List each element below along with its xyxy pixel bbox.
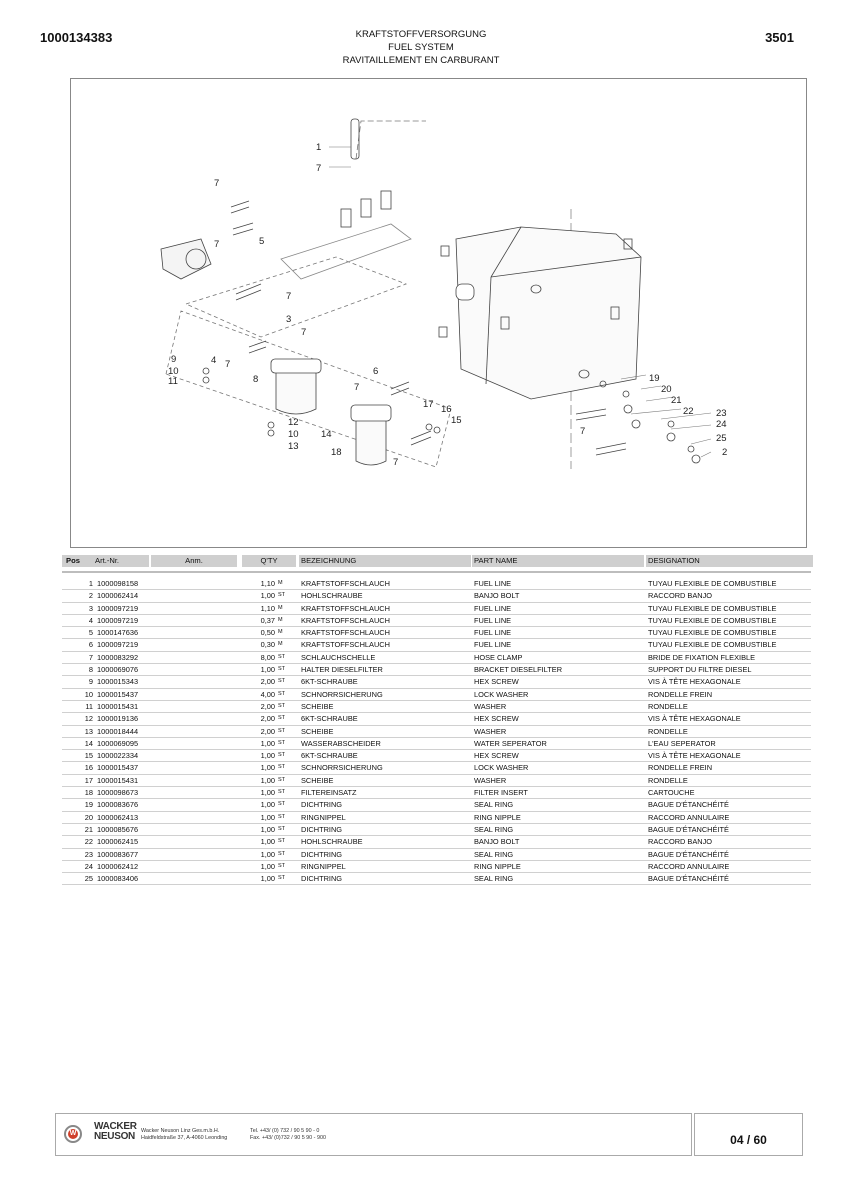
cell-unit: ST [278,789,286,796]
cell-designation: RONDELLE [648,726,688,736]
cell-unit: ST [278,715,286,722]
cell-bezeichnung: WASSERABSCHEIDER [301,738,381,748]
cell-bezeichnung: SCHEIBE [301,701,334,711]
cell-bezeichnung: SCHNORRSICHERUNG [301,763,383,773]
callout-6: 6 [373,366,379,377]
callout-labels [168,142,727,468]
cell-bezeichnung: SCHEIBE [301,726,334,736]
cell-part-name: LOCK WASHER [474,763,529,773]
cell-unit: M [278,616,283,623]
company-address [141,1128,227,1142]
cell-unit: ST [278,592,286,599]
cell-art-nr: 1000062412 [97,861,139,871]
cell-part-name: WASHER [474,775,507,785]
cell-part-name: WASHER [474,726,507,736]
cell-qty: 1,00 [260,824,275,834]
cell-qty: 1,00 [260,665,275,675]
cell-pos: 25 [84,874,93,884]
cell-qty: 1,00 [260,738,275,748]
cell-qty: 1,00 [260,812,275,822]
cell-qty: 1,00 [260,800,275,810]
callout-19: 19 [649,373,660,384]
cell-part-name: FILTER INSERT [474,788,528,798]
cell-part-name: RING NIPPLE [474,812,521,822]
cell-part-name: FUEL LINE [474,615,512,625]
cell-art-nr: 1000015343 [97,677,139,687]
callout-9: 9 [171,354,177,365]
table-row [62,824,811,836]
cell-bezeichnung: DICHTRING [301,874,343,884]
callout-5: 5 [259,236,265,247]
cell-art-nr: 1000015431 [97,701,139,711]
cell-art-nr: 1000085676 [97,824,139,834]
cell-part-name: LOCK WASHER [474,689,529,699]
cell-bezeichnung: KRAFTSTOFFSCHLAUCH [301,579,390,588]
cell-designation: BAGUE D'ÉTANCHÉITÉ [648,874,729,884]
cell-part-name: FUEL LINE [474,628,512,638]
cell-part-name: WASHER [474,701,507,711]
callout-12: 12 [288,417,299,428]
cell-art-nr: 1000022334 [97,751,139,761]
cell-unit: ST [278,653,286,660]
cell-pos: 14 [84,738,93,748]
company-contact [250,1128,326,1142]
cell-unit: ST [278,813,286,820]
logo-glyph: W [69,1130,77,1137]
table-row [62,775,811,787]
table-row [62,578,811,590]
table-row [62,639,811,651]
cell-art-nr: 1000097219 [97,640,139,650]
cell-designation: L'EAU SEPERATOR [648,738,716,748]
cell-bezeichnung: KRAFTSTOFFSCHLAUCH [301,628,390,638]
cell-designation: RACCORD BANJO [648,591,713,601]
callout-7a: 7 [316,163,322,174]
cell-qty: 0,50 [260,628,275,638]
cell-pos: 1 [88,579,93,588]
cell-qty: 1,00 [260,874,275,884]
cell-part-name: FUEL LINE [474,640,512,650]
page-title [250,28,592,67]
cell-designation: VIS À TÊTE HEXAGONALE [648,714,741,724]
callout-16: 16 [441,404,452,415]
cell-designation: TUYAU FLEXIBLE DE COMBUSTIBLE [648,579,777,588]
cell-bezeichnung: DICHTRING [301,800,343,810]
cell-unit: ST [278,875,286,882]
cell-unit: ST [278,838,286,845]
cell-unit: M [278,641,283,648]
exploded-parts-diagram [70,78,807,548]
header-part-name: PART NAME [472,555,644,567]
cell-qty: 0,30 [260,640,275,650]
cell-part-name: FUEL LINE [474,579,512,588]
cell-bezeichnung: KRAFTSTOFFSCHLAUCH [301,603,390,613]
title-en: FUEL SYSTEM [388,42,454,53]
table-row [62,836,811,848]
cell-bezeichnung: HALTER DIESELFILTER [301,665,383,675]
cell-pos: 11 [85,701,93,711]
table-row [62,812,811,824]
header-qty: Q'TY [242,555,296,567]
footer-company-box [55,1113,692,1156]
callout-14: 14 [321,429,332,440]
cell-unit: M [278,604,283,611]
cell-designation: TUYAU FLEXIBLE DE COMBUSTIBLE [648,603,777,613]
cell-designation: RACCORD ANNULAIRE [648,861,730,871]
callout-7f: 7 [225,359,231,370]
cell-unit: ST [278,690,286,697]
cell-qty: 1,00 [260,861,275,871]
header-bezeichnung: BEZEICHNUNG [299,555,471,567]
header-anm: Anm. [151,555,237,567]
cell-pos: 6 [88,640,93,650]
callout-22: 22 [683,406,694,417]
callout-18: 18 [331,447,342,458]
table-row [62,762,811,774]
callout-7g: 7 [354,382,360,393]
cell-unit: ST [278,825,286,832]
cell-unit: M [278,580,283,586]
cell-designation: BAGUE D'ÉTANCHÉITÉ [648,800,729,810]
fax: Fax. +43/ (0)732 / 90 5 90 - 900 [250,1135,326,1141]
table-row [62,689,811,701]
cell-pos: 4 [88,615,93,625]
table-row [62,873,811,885]
cell-pos: 17 [84,775,93,785]
callout-15: 15 [451,415,462,426]
cell-qty: 2,00 [260,726,275,736]
cell-bezeichnung: HOHLSCHRAUBE [301,837,363,847]
cell-designation: RONDELLE FREIN [648,689,713,699]
table-row [62,627,811,639]
table-row [62,676,811,688]
cell-designation: RONDELLE [648,775,688,785]
cell-qty: 0,37 [260,615,275,625]
cell-pos: 22 [84,837,93,847]
cell-designation: VIS À TÊTE HEXAGONALE [648,677,741,687]
cell-art-nr: 1000069095 [97,738,139,748]
cell-part-name: HEX SCREW [474,714,519,724]
cell-unit: ST [278,862,286,869]
table-row [62,726,811,738]
cell-qty: 1,00 [260,837,275,847]
cell-designation: TUYAU FLEXIBLE DE COMBUSTIBLE [648,628,777,638]
cell-designation: BAGUE D'ÉTANCHÉITÉ [648,824,729,834]
page-number: 04 / 60 [694,1113,803,1156]
cell-art-nr: 1000098673 [97,788,139,798]
callout-2: 2 [722,447,728,458]
doc-number: 1000134383 [40,30,113,45]
telephone: Tel. +43/ (0) 732 / 90 5 90 - 0 [250,1128,320,1134]
cell-qty: 2,00 [260,701,275,711]
cell-art-nr: 1000083292 [97,652,139,662]
table-row [62,750,811,762]
cell-pos: 20 [84,812,93,822]
cell-designation: TUYAU FLEXIBLE DE COMBUSTIBLE [648,640,777,650]
cell-bezeichnung: DICHTRING [301,824,343,834]
callout-7e: 7 [301,327,307,338]
table-row [62,861,811,873]
parts-table [62,555,811,884]
cell-art-nr: 1000097219 [97,615,139,625]
cell-bezeichnung: KRAFTSTOFFSCHLAUCH [301,640,390,650]
logo-line-1: WACKER [94,1121,137,1132]
company-name: Wacker Neuson Linz Ges.m.b.H. [141,1128,220,1134]
callout-1: 1 [316,142,322,153]
cell-pos: 24 [84,861,93,871]
cell-part-name: SEAL RING [474,874,514,884]
cell-designation: VIS À TÊTE HEXAGONALE [648,751,741,761]
cell-part-name: HEX SCREW [474,751,519,761]
cell-part-name: BRACKET DIESELFILTER [474,665,563,675]
cell-art-nr: 1000147636 [97,628,139,638]
cell-bezeichnung: SCHLAUCHSCHELLE [301,652,376,662]
table-row [62,603,811,615]
cell-art-nr: 1000083677 [97,849,139,859]
table-row [62,713,811,725]
cell-art-nr: 1000019136 [97,714,139,724]
company-street: Haidfeldstraße 37, A-4060 Leonding [141,1135,228,1141]
callout-21: 21 [671,395,682,406]
cell-pos: 2 [88,591,93,601]
header-pos: Pos [62,555,93,567]
callout-13: 13 [288,441,299,452]
cell-designation: RONDELLE FREIN [648,763,713,773]
cell-pos: 15 [84,751,93,761]
cell-bezeichnung: SCHNORRSICHERUNG [301,689,383,699]
cell-qty: 1,00 [260,849,275,859]
cell-art-nr: 1000062414 [97,591,139,601]
cell-art-nr: 1000069076 [97,665,139,675]
brand-logo [94,1122,137,1142]
cell-unit: ST [278,739,286,746]
cell-qty: 1,00 [260,775,275,785]
cell-unit: ST [278,776,286,783]
callout-10a: 10 [168,366,179,377]
cell-art-nr: 1000015437 [97,763,139,773]
cell-designation: RONDELLE [648,701,688,711]
callout-24: 24 [716,419,727,430]
cell-pos: 19 [84,800,93,810]
cell-qty: 1,10 [260,603,275,613]
callout-25: 25 [716,433,727,444]
group-number: 3501 [765,30,794,45]
cell-part-name: WATER SEPERATOR [474,738,547,748]
cell-art-nr: 1000083676 [97,800,139,810]
header-designation: DESIGNATION [646,555,813,567]
cell-designation: BRIDE DE FIXATION FLEXIBLE [648,652,756,662]
cell-art-nr: 1000015437 [97,689,139,699]
cell-unit: ST [278,666,286,673]
table-row [62,701,811,713]
cell-pos: 16 [84,763,93,773]
table-row [62,615,811,627]
cell-unit: ST [278,702,286,709]
cell-part-name: SEAL RING [474,824,514,834]
cell-art-nr: 1000098158 [97,579,139,588]
cell-art-nr: 1000083406 [97,874,139,884]
cell-designation: CARTOUCHE [648,788,695,798]
cell-part-name: HOSE CLAMP [474,652,523,662]
cell-pos: 8 [88,665,93,675]
cell-part-name: HEX SCREW [474,677,519,687]
cell-designation: RACCORD BANJO [648,837,713,847]
cell-bezeichnung: HOHLSCHRAUBE [301,591,363,601]
cell-designation: BAGUE D'ÉTANCHÉITÉ [648,849,729,859]
title-fr: RAVITAILLEMENT EN CARBURANT [342,55,500,66]
fuel-system-drawing [71,79,806,547]
callout-10b: 10 [288,429,299,440]
cell-bezeichnung: DICHTRING [301,849,343,859]
cell-qty: 2,00 [260,714,275,724]
cell-part-name: RING NIPPLE [474,861,521,871]
cell-unit: ST [278,678,286,685]
cell-bezeichnung: 6KT-SCHRAUBE [301,677,358,687]
callout-7i: 7 [580,426,586,437]
cell-bezeichnung: FILTEREINSATZ [301,788,357,798]
cell-part-name: SEAL RING [474,800,514,810]
callout-3: 3 [286,314,292,325]
cell-pos: 5 [88,628,93,638]
cell-pos: 13 [84,726,93,736]
callout-7h: 7 [393,457,399,468]
cell-bezeichnung: 6KT-SCHRAUBE [301,751,358,761]
table-row [62,787,811,799]
cell-qty: 8,00 [260,652,275,662]
wacker-neuson-logo-icon [64,1125,82,1143]
table-row [62,738,811,750]
cell-bezeichnung: SCHEIBE [301,775,334,785]
cell-part-name: SEAL RING [474,849,514,859]
cell-qty: 1,10 [260,579,275,588]
cell-pos: 12 [84,714,93,724]
cell-unit: ST [278,850,286,857]
cell-qty: 1,00 [260,751,275,761]
header-divider [62,571,811,573]
cell-part-name: BANJO BOLT [474,837,520,847]
cell-designation: RACCORD ANNULAIRE [648,812,730,822]
callout-7d: 7 [286,291,292,302]
cell-part-name: BANJO BOLT [474,591,520,601]
cell-qty: 2,00 [260,677,275,687]
callout-8: 8 [253,374,259,385]
cell-unit: ST [278,801,286,808]
cell-art-nr: 1000018444 [97,726,139,736]
cell-unit: ST [278,764,286,771]
table-row [62,652,811,664]
cell-part-name: FUEL LINE [474,603,512,613]
cell-bezeichnung: RINGNIPPEL [301,861,346,871]
callout-17: 17 [423,399,434,410]
cell-pos: 23 [84,849,93,859]
callout-7b: 7 [214,178,220,189]
callout-23: 23 [716,408,727,419]
logo-line-2: NEUSON [94,1131,135,1142]
cell-pos: 3 [88,603,93,613]
cell-pos: 21 [84,824,93,834]
cell-pos: 7 [88,652,93,662]
table-row [62,590,811,602]
table-row [62,849,811,861]
cell-unit: M [278,629,283,636]
callout-11: 11 [168,376,178,387]
cell-designation: TUYAU FLEXIBLE DE COMBUSTIBLE [648,615,777,625]
cell-bezeichnung: KRAFTSTOFFSCHLAUCH [301,615,390,625]
cell-art-nr: 1000097219 [97,603,139,613]
cell-pos: 9 [88,677,93,687]
callout-7c: 7 [214,239,220,250]
cell-designation: SUPPORT DU FILTRE DIESEL [648,665,752,675]
table-header [62,555,811,568]
cell-bezeichnung: 6KT-SCHRAUBE [301,714,358,724]
title-de: KRAFTSTOFFVERSORGUNG [355,29,487,40]
cell-pos: 18 [84,788,93,798]
cell-unit: ST [278,752,286,759]
cell-art-nr: 1000062413 [97,812,139,822]
cell-art-nr: 1000062415 [97,837,139,847]
header-art-nr: Art.-Nr. [93,555,149,567]
table-body [62,578,811,885]
callout-4: 4 [211,355,217,366]
cell-qty: 1,00 [260,763,275,773]
cell-qty: 1,00 [260,591,275,601]
table-row [62,799,811,811]
cell-qty: 1,00 [260,788,275,798]
callout-20: 20 [661,384,672,395]
cell-bezeichnung: RINGNIPPEL [301,812,346,822]
cell-art-nr: 1000015431 [97,775,139,785]
cell-unit: ST [278,727,286,734]
cell-pos: 10 [84,689,93,699]
cell-qty: 4,00 [260,689,275,699]
table-row [62,664,811,676]
